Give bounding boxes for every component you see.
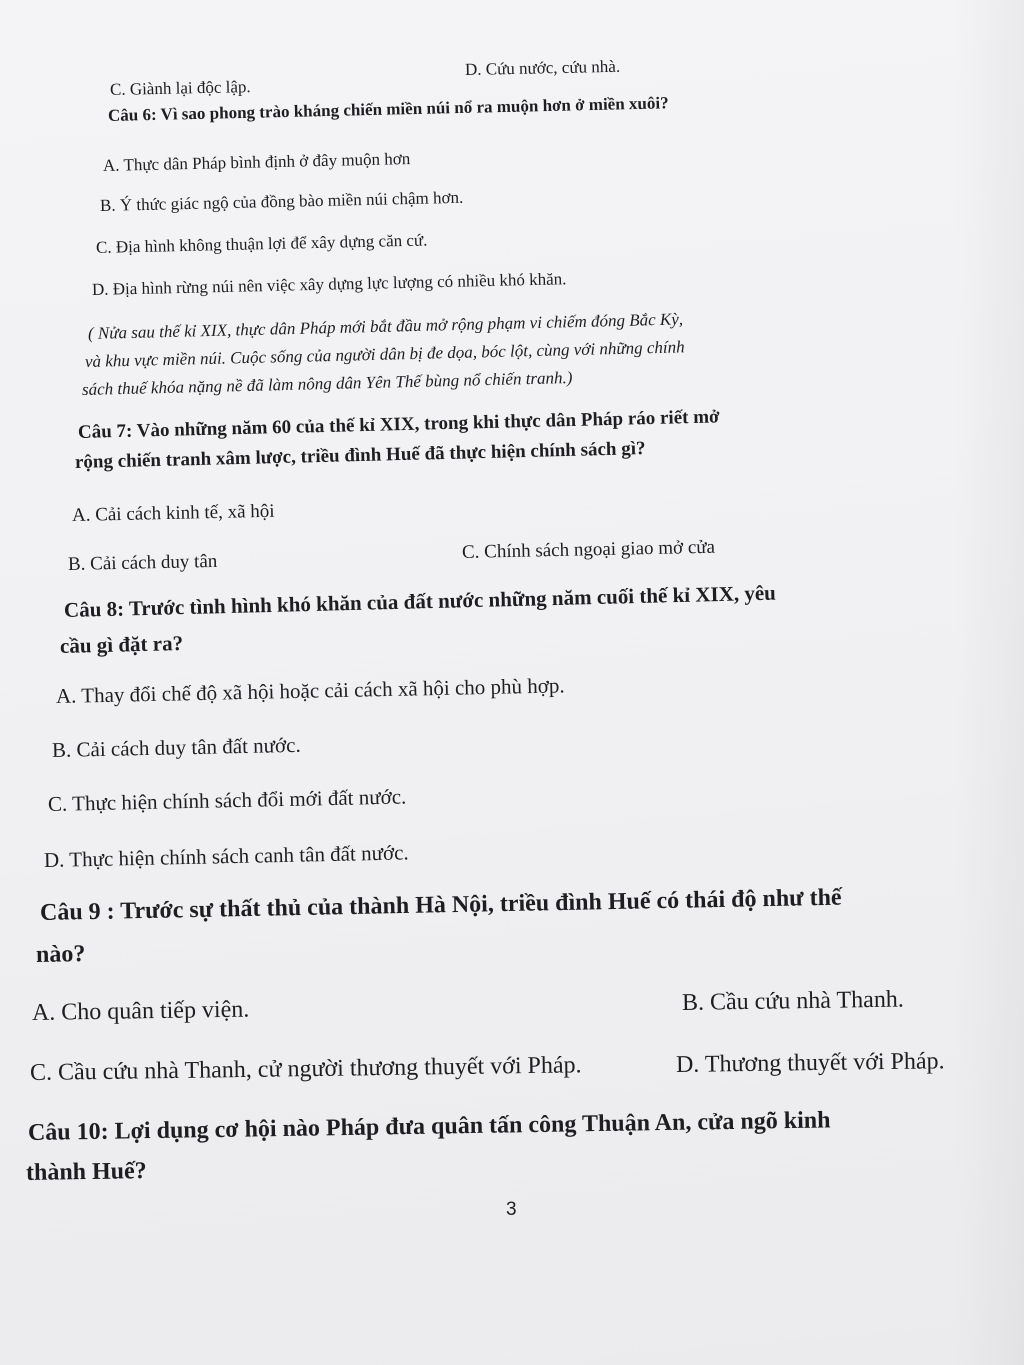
q9-option-b: B. Cầu cứu nhà Thanh. <box>681 986 905 1016</box>
q7-question-line-2: rộng chiến tranh xâm lược, triều đình Huế đã thực hiện chính sách gì? <box>74 438 646 473</box>
q6-option-a: A. Thực dân Pháp bình định ở đây muộn hơn <box>102 149 411 175</box>
q10-question-line-2: thành Huế? <box>25 1158 147 1186</box>
q8-option-d: D. Thực hiện chính sách canh tân đất nước. <box>43 840 409 872</box>
q6-option-b: B. Ý thức giác ngộ của đồng bào miền núi chậm hơn. <box>99 187 464 215</box>
q9-question-line-2: nào? <box>35 941 86 968</box>
q8-option-b: B. Cải cách duy tân đất nước. <box>51 732 301 762</box>
q9-question-line-1: Câu 9 : Trước sự thất thủ của thành Hà Nội, triều đình Huế có thái độ như thế <box>39 884 842 926</box>
q6-explanation-line-3: sách thuế khóa nặng nề đã làm nông dân Yên Thế bùng nổ chiến tranh.) <box>81 368 573 399</box>
q9-option-d: D. Thương thuyết với Pháp. <box>675 1048 945 1078</box>
q5-option-d: D. Cứu nước, cứu nhà. <box>464 56 621 79</box>
q6-question: Câu 6: Vì sao phong trào kháng chiến miền núi nổ ra muộn hơn ở miền xuôi? <box>107 93 669 125</box>
q8-question-line-2: cầu gì đặt ra? <box>59 630 184 658</box>
q10-question-line-1: Câu 10: Lợi dụng cơ hội nào Pháp đưa quân tấn công Thuận An, cửa ngõ kinh <box>27 1107 831 1146</box>
q8-option-a: A. Thay đổi chế độ xã hội hoặc cải cách xã hội cho phù hợp. <box>55 673 565 708</box>
q8-question-line-1: Câu 8: Trước tình hình khó khăn của đất nước những năm cuối thế kỉ XIX, yêu <box>63 580 777 622</box>
q6-option-c: C. Địa hình không thuận lợi để xây dựng căn cứ. <box>95 230 428 257</box>
q7-option-b: B. Cải cách duy tân <box>67 550 218 575</box>
q9-option-a: A. Cho quân tiếp viện. <box>31 996 250 1026</box>
q7-question-line-1: Câu 7: Vào những năm 60 của thế kỉ XIX, trong khi thực dân Pháp ráo riết mở <box>77 406 720 443</box>
q6-option-d: D. Địa hình rừng núi nên việc xây dựng lực lượng có nhiều khó khăn. <box>91 269 567 299</box>
q7-option-a: A. Cải cách kinh tế, xã hội <box>71 500 275 526</box>
q6-explanation-line-2: và khu vực miền núi. Cuộc sống của người dân bị đe dọa, bóc lột, cùng với những chính <box>84 337 685 371</box>
page-number: 3 <box>506 1199 517 1220</box>
q8-option-c: C. Thực hiện chính sách đổi mới đất nước. <box>47 784 407 816</box>
q5-option-c: C. Giành lại độc lập. <box>109 77 251 99</box>
q9-option-c: C. Cầu cứu nhà Thanh, cử người thương thuyết với Pháp. <box>29 1052 582 1086</box>
q7-option-c: C. Chính sách ngoại giao mở cửa <box>461 536 716 563</box>
q6-explanation-line-1: ( Nửa sau thế kỉ XIX, thực dân Pháp mới bắt đầu mở rộng phạm vi chiếm đóng Bắc Kỳ, <box>87 309 684 343</box>
